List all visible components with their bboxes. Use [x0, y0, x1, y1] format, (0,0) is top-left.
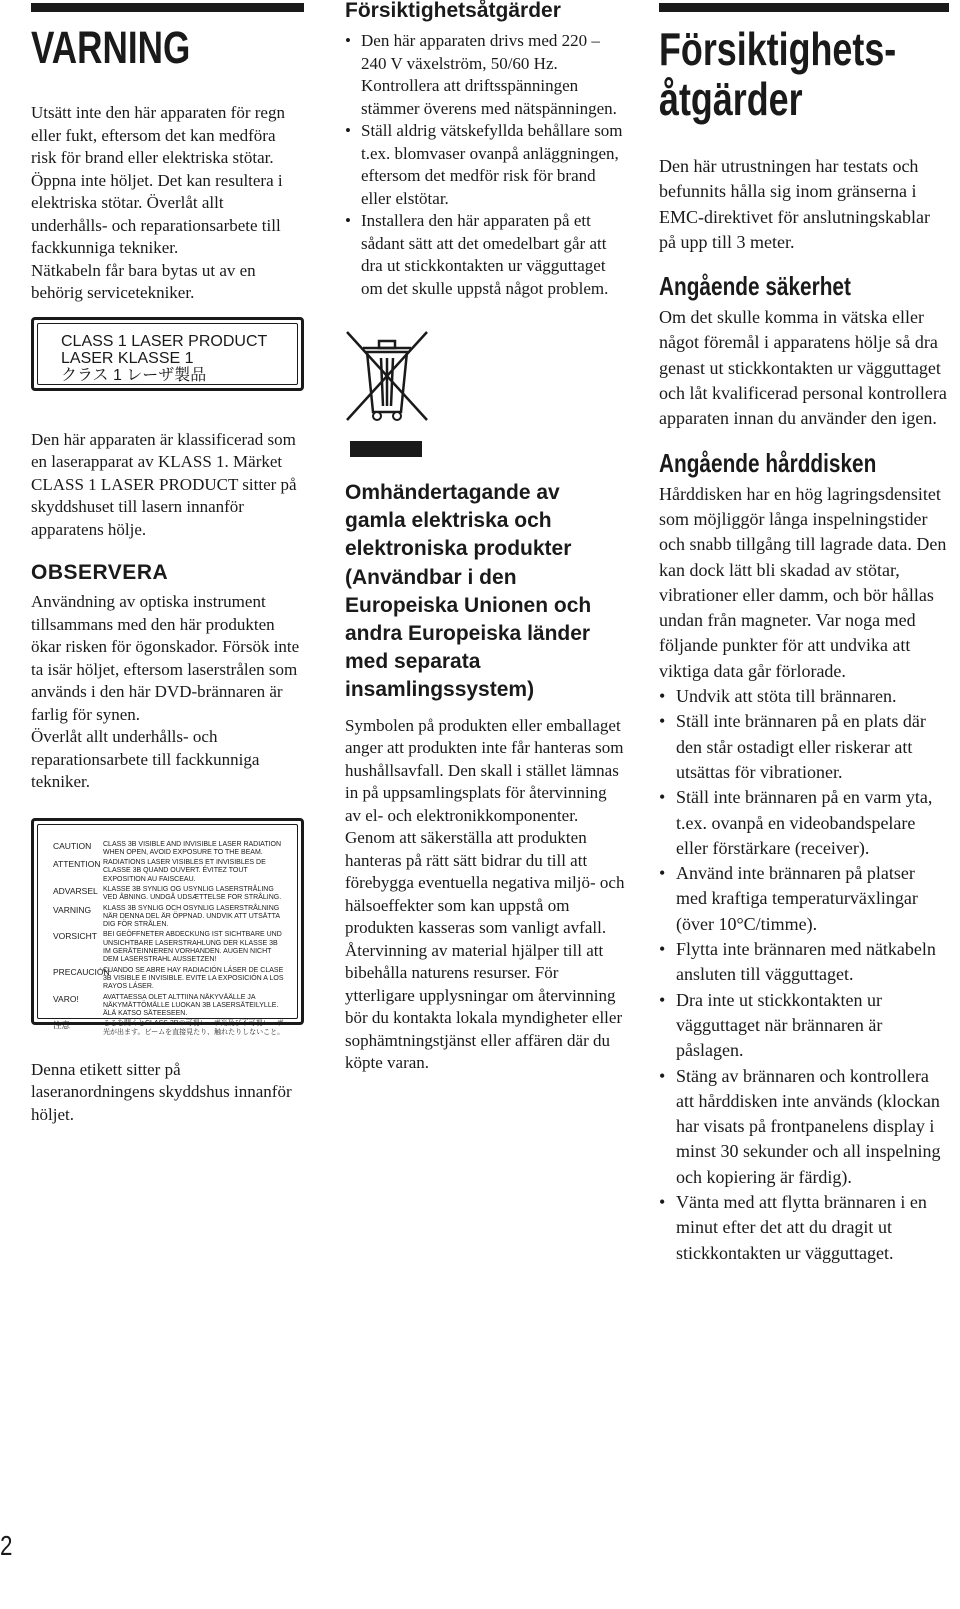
hdd-paragraph: Hårddisken har en hög lagringsdensitet som möjliggör långa inspelningstider och snabb tillgång till lagrade data. Den kan dock lätt bli skadad av stötar, vibrationer eller damm, och bör hållas undan från magneter. Var noga med följande punkter för att undvika att viktiga data går förlorade.	[659, 483, 947, 681]
caution-row-label: VORSICHT	[53, 931, 97, 942]
page-number: 2	[0, 1530, 13, 1561]
top-rule	[31, 3, 304, 12]
weee-symbol	[345, 330, 429, 457]
hdd-heading: Angående hårddisken	[659, 447, 877, 478]
list-item: • Vänta med att flytta brännaren i en minut efter det att du dragit ut stickkontakten ur vägguttaget.	[659, 1190, 949, 1266]
laser-label-line: LASER KLASSE 1	[61, 349, 194, 367]
caution-row	[53, 886, 287, 903]
list-item: • Dra inte ut stickkontakten ur vägguttaget när brännaren är påslagen.	[659, 988, 949, 1064]
list-item: • Ställ inte brännaren på en plats där den står ostadigt eller riskerar att utsättas för vibrationer.	[659, 709, 949, 785]
caution-row	[53, 994, 287, 1019]
caution-row-label: ADVARSEL	[53, 885, 98, 896]
label-note-paragraph: Denna etikett sitter på laseranordningens skyddshus innanför höljet.	[31, 1059, 292, 1124]
caution-row	[53, 841, 287, 858]
caution-row-text: BEI GEÖFFNETER ABDECKUNG IST SICHTBARE UND UNSICHTBARE LASERSTRAHLUNG DER KLASSE 3B IM GERÄTEINNEREN VORHANDEN. AUGEN NICHT DEM LASERSTRAHL AUSSETZEN!	[103, 931, 282, 964]
list-item: • Ställ aldrig vätskefyllda behållare som t.ex. blomvaser ovanpå anläggningen, eftersom det medför risk för brand eller elstötar.	[345, 120, 625, 210]
safety-paragraph: Om det skulle komma in vätska eller något föremål i apparatens hölje så dra genast ut stickkontakten ur vägguttaget och låt kvalificerad personal kontrollera apparaten innan du använder den igen.	[659, 307, 947, 429]
top-rule	[659, 3, 949, 12]
warning-paragraph: Nätkabeln får bara bytas ut av en behörig servicetekniker.	[31, 260, 256, 302]
emc-paragraph: Den här utrustningen har testats och befunnits hålla sig inom gränserna i EMC-direktivet för anslutningskablar på upp till 3 meter.	[659, 156, 930, 252]
laser-class-paragraph: Den här apparaten är klassificerad som en laserapparat av KLASS 1. Märket CLASS 1 LASER PRODUCT sitter på skyddshuset till lasern innanför apparatens hölje.	[31, 429, 297, 539]
hdd-list	[659, 684, 949, 1266]
observera-paragraph: Överlåt allt underhålls- och reparationsarbete till fackkunniga tekniker.	[31, 727, 260, 791]
caution-row-label: 注意	[53, 1020, 71, 1031]
column-precautions-detail	[659, 0, 949, 1266]
caution-row-text: ここを開くとCLASS 3Bの可視レーザ光及び不可視レーザ光が出ます。ビームを直接見たり、触れたりしないこと。	[103, 1020, 285, 1036]
list-item: • Ställ inte brännaren på en varm yta, t.ex. ovanpå en videobandspelare eller förstärkare (receiver).	[659, 785, 949, 861]
caution-label	[31, 818, 304, 1036]
caution-row-text: RADIATIONS LASER VISIBLES ET INVISIBLES DE CLASSE 3B QUAND OUVERT. ÉVITEZ TOUT EXPOSITION AU FAISCEAU.	[103, 859, 266, 883]
precautions-title-line: åtgärder	[659, 73, 803, 125]
caution-row-label: CAUTION	[53, 840, 92, 851]
list-item: • Undvik att stöta till brännaren.	[659, 684, 949, 709]
precautions-heading: Försiktighetsåtgärder	[345, 0, 561, 22]
list-item: • Stäng av brännaren och kontrollera att hårddisken inte används (klockan har visats på frontpanelens display i minst 30 sekunder och all inspelning och kopiering är färdig).	[659, 1064, 949, 1190]
laser-product-label	[31, 317, 304, 391]
caution-row-label: ATTENTION	[53, 859, 101, 870]
caution-row-label: VARO!	[53, 993, 79, 1004]
warning-title: VARNING	[31, 22, 191, 73]
weee-bar	[350, 441, 422, 457]
caution-row-text: KLASSE 3B SYNLIG OG USYNLIG LASERSTRÅLING VED ÅBNING. UNDGÅ UDSÆTTELSE FOR STRÅLING.	[103, 885, 282, 902]
caution-row-text: KLASS 3B SYNLIG OCH OSYNLIG LASERSTRÅLNING NÄR DENNA DEL ÄR ÖPPNAD. UNDVIK ATT UTSÄTTA DIG FÖR STRÅLEN.	[103, 904, 280, 929]
column-precautions	[345, 0, 625, 1075]
caution-row	[53, 859, 287, 884]
caution-row-text: AVATTAESSA OLET ALTTIINA NÄKYVÄÄLLE JA NÄKYMÄTTÖMÄLLE LUOKAN 3B LASERSÄTEILYLLE. ÄLÄ KATSO SÄTEESEEN.	[103, 993, 279, 1018]
warning-paragraph: Utsätt inte den här apparaten för regn eller fukt, eftersom det kan medföra risk för brand eller elektriska stötar.	[31, 103, 285, 167]
laser-label-line: クラス 1 レーザ製品	[61, 366, 207, 384]
list-item: • Använd inte brännaren på platser med kraftiga temperaturväxlingar (över 10°C/timme).	[659, 861, 949, 937]
precautions-title	[659, 23, 897, 125]
warning-paragraph: Öppna inte höljet. Det kan resultera i elektriska stötar. Överlåt allt underhålls- och reparationsarbete till fackkunniga tekniker.	[31, 170, 283, 257]
laser-label-line: CLASS 1 LASER PRODUCT	[61, 332, 268, 350]
disposal-heading: Omhändertagande av gamla elektriska och elektroniska produkter (Användbar i den Europeiska Unionen och andra Europeiska länder med separata insamlingssystem)	[345, 481, 592, 702]
caution-row-label: VARNING	[53, 904, 92, 915]
observera-paragraph: Användning av optiska instrument tillsammans med den här produkten ökar risken för ögonskador. Försök inte ta isär höljet, eftersom laserstrålen som används i den här DVD-brännaren är farlig för synen.	[31, 592, 300, 724]
caution-row-label: PRECAUCIÓN	[53, 966, 110, 977]
caution-row	[53, 967, 287, 992]
column-warning	[31, 0, 304, 1126]
list-item: • Installera den här apparaten på ett sådant sätt att det omedelbart går att dra ut stickkontakten ur vägguttaget om det skulle uppstå något problem.	[345, 210, 625, 300]
precautions-list	[345, 30, 625, 300]
caution-row	[53, 1020, 287, 1037]
disposal-paragraph: Symbolen på produkten eller emballaget anger att produkten inte får hanteras som hushållsavfall. Den skall i stället lämnas in på uppsamlingsplats för återvinning av el- och elektronikkomponenter. Genom att säkerställa att produkten hanteras på rätt sätt bidrar du till att förebygga eventuella negativa miljö- och hälsoeffekter som kan uppstå om produkten kasseras som vanligt avfall. Återvinning av material hjälper till att bibehålla naturens resurser. För ytterligare upplysningar om återvinning bör du kontakta lokala myndigheter eller sophämtningstjänst eller affären där du köpte varan.	[345, 715, 625, 1073]
caution-row-text: CUANDO SE ABRE HAY RADIACIÓN LÁSER DE CLASE 3B VISIBLE E INVISIBLE. EVITE LA EXPOSICIÓN A LOS RAYOS LÁSER.	[103, 966, 284, 991]
caution-row-text: CLASS 3B VISIBLE AND INVISIBLE LASER RADIATION WHEN OPEN, AVOID EXPOSURE TO THE BEAM.	[103, 840, 282, 856]
crossed-bin-icon	[345, 330, 429, 424]
list-item: • Flytta inte brännaren med nätkabeln ansluten till vägguttaget.	[659, 937, 949, 988]
safety-heading: Angående säkerhet	[659, 271, 851, 302]
list-item: • Den här apparaten drivs med 220 – 240 V växelström, 50/60 Hz. Kontrollera att driftsspänningen stämmer överens med nätspänningen.	[345, 30, 625, 120]
caution-row	[53, 905, 287, 930]
precautions-title-line: Försiktighets-	[659, 23, 897, 75]
caution-row	[53, 931, 287, 964]
observera-heading: OBSERVERA	[31, 561, 169, 584]
